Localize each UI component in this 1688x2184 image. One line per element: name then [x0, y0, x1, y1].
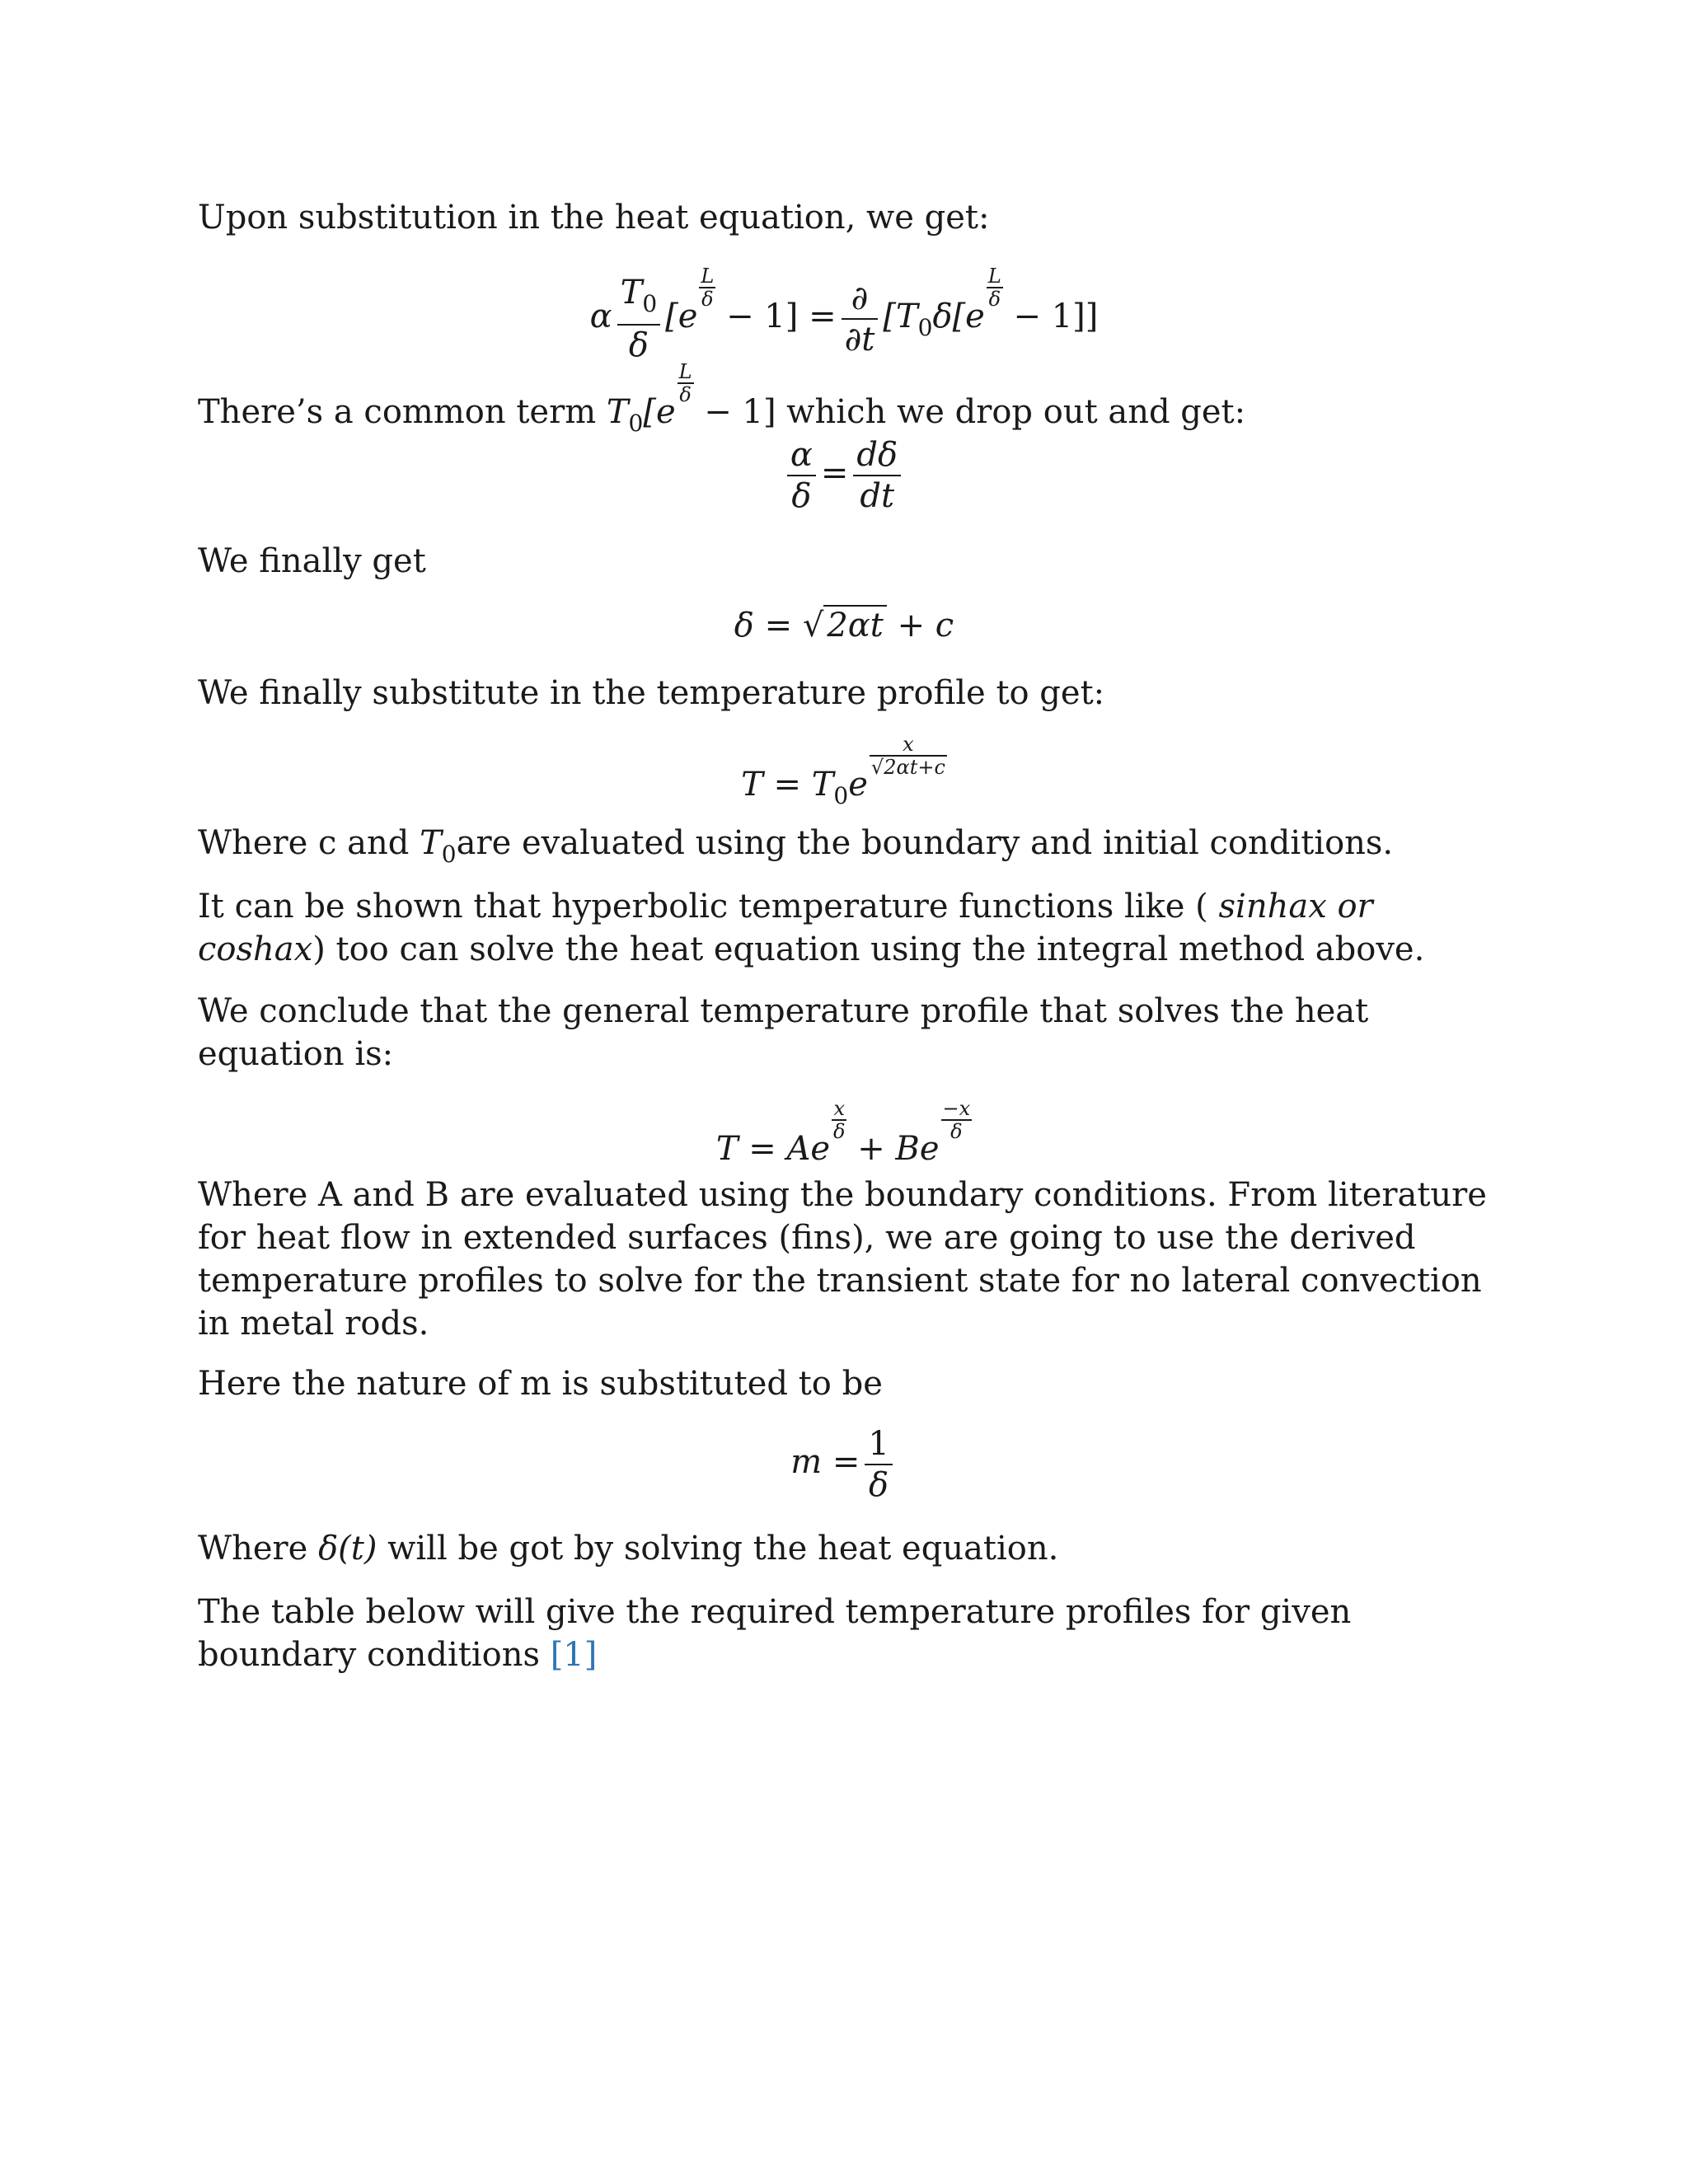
equation-temperature-profile: $T = T_0e$ $\frac{x}{√2\alpha t+c}$	[741, 733, 945, 809]
equation-general-profile: T = Ae $\frac{x}{\delta}$ + Be $\frac{-x}{\delta}$	[715, 1097, 971, 1168]
paragraph-conclude: We conclude that the general temperature profile that solves the heat equation is:	[198, 992, 1369, 1073]
exponent-l-over-delta: $\frac{L}{\delta}$	[701, 265, 715, 311]
paragraph-where-c: Where c and $T_0are$ evaluated using the boundary and initial conditions.	[198, 824, 1394, 868]
paragraph-hyperbolic: It can be shown that hyperbolic temperature functions like ( sinhax or coshax) too can solve the heat equation using the integral method above.	[198, 888, 1425, 968]
paragraph-delta-t: Where δ(t) will be got by solving the heat equation.	[198, 1530, 1059, 1568]
equation-delta: δ = √ 2αt + c	[734, 607, 954, 644]
paragraph-table-below: The table below will give the required temperature profiles for given boundary conditions [1]	[198, 1593, 1352, 1674]
exponent-x-over-delta: $\frac{x}{\delta}$	[833, 1097, 846, 1143]
fraction-partial-dt: $\frac{\partial}{\partial t}$	[842, 279, 879, 359]
equation-substitution: α $\frac{T_0}{\delta}$ [e $\frac{L}{\delta}$ − 1] = $\frac{\partial}{\partial t}$ [$T_0\delta[e$ $\frac{L}{\delta}$ − 1]]	[589, 265, 1099, 364]
paragraph-substitute-profile: We finally substitute in the temperature profile to get:	[198, 674, 1105, 712]
exponent-l-over-delta-2: $\frac{L}{\delta}$	[987, 265, 1001, 311]
citation-link[interactable]: [1]	[550, 1636, 598, 1674]
paragraph-common-term: There’s a common term $T_0[e$ $\frac{L}{\delta}$ − 1] which we drop out and get:	[198, 360, 1246, 437]
paragraph-finally-get: We finally get	[198, 542, 426, 580]
paragraph-substitution: Upon substitution in the heat equation, we get:	[198, 199, 990, 237]
equation-alpha-over-delta: $\frac{\alpha}{\delta}$ = $\frac{d\delta}{dt}$	[0, 435, 1688, 516]
inline-exponent-l-over-delta: $\frac{L}{\delta}$	[678, 360, 692, 406]
paragraph-nature-of-m: Here the nature of m is substituted to be	[198, 1365, 883, 1403]
fraction-t0-over-delta: $\frac{T_0}{\delta}$	[617, 273, 661, 365]
paragraph-where-a-b: Where A and B are evaluated using the boundary conditions. From literature for heat flow in extended surfaces (fins), we are going to use the derived temperature profiles to solve for the transient state for no lateral convection in metal rods.	[198, 1176, 1487, 1343]
exponent-minus-x-over-delta: $\frac{-x}{\delta}$	[942, 1097, 971, 1143]
exponent-x-over-root: $\frac{x}{√2\alpha t+c}$	[870, 733, 945, 779]
equation-m: m = $\frac{1}{\delta}$	[0, 1424, 1688, 1505]
